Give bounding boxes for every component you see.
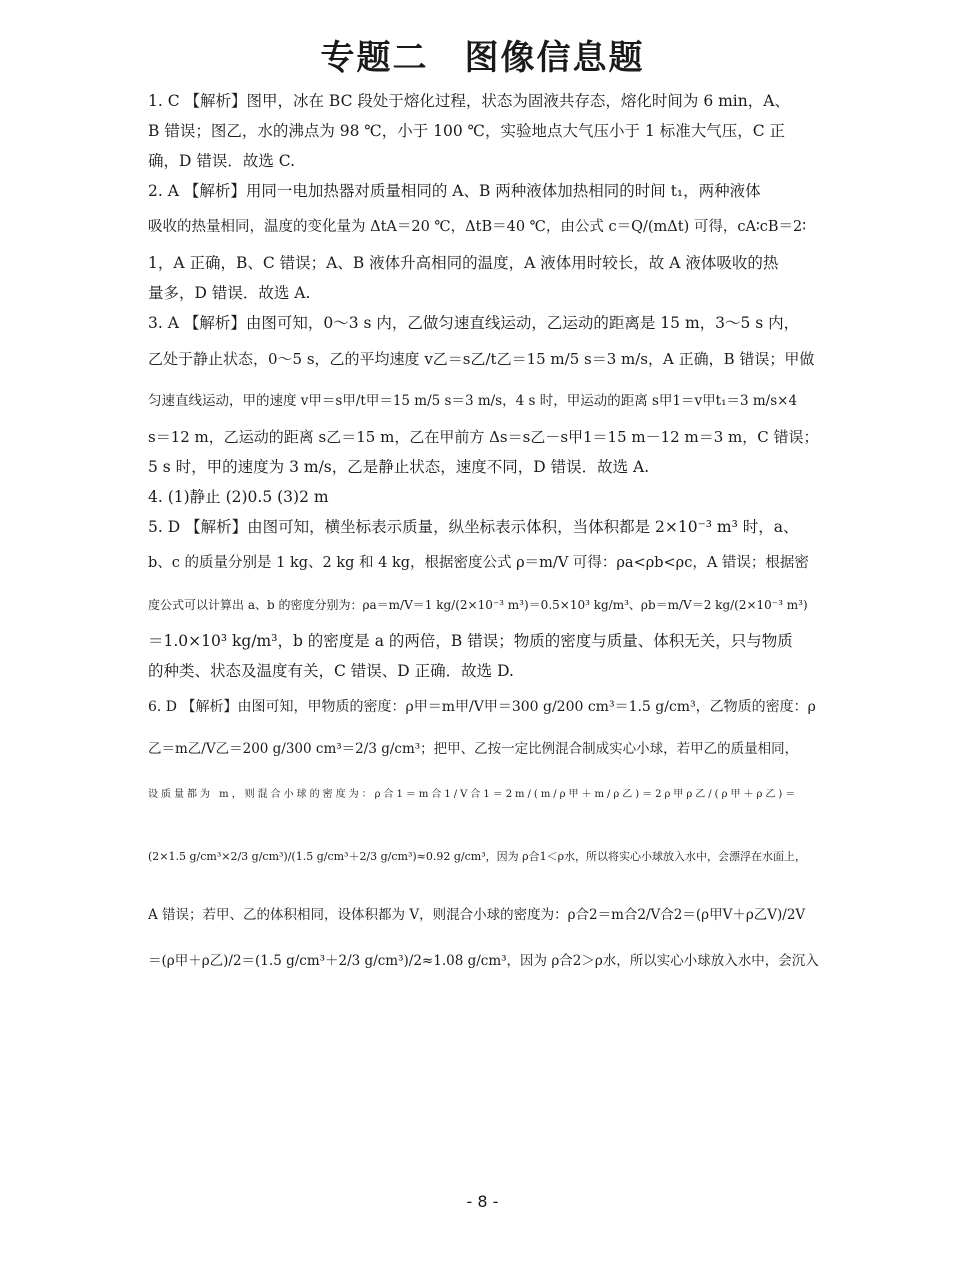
title-sub: 图像信息题 xyxy=(464,38,645,78)
text-line: 3. A 【解析】由图可知，0～3 s 内，乙做匀速直线运动，乙运动的距离是 15 m，3～5 s 内， xyxy=(148,314,800,332)
title-main: 专题二 xyxy=(320,38,429,78)
text-line: 匀速直线运动，甲的速度 v甲＝s甲/t甲＝15 m/5 s＝3 m/s，4 s 时，甲运动的距离 s甲1＝v甲t₁＝3 m/s×4 xyxy=(148,393,798,409)
text-line: 吸收的热量相同，温度的变化量为 ΔtA＝20 ℃，ΔtB＝40 ℃，由公式 c＝Q/(mΔt) 可得，cA∶cB＝2∶ xyxy=(148,219,807,235)
text-line: 乙处于静止状态，0～5 s，乙的平均速度 v乙＝s乙/t乙＝15 m/5 s＝3 m/s，A 正确，B 错误；甲做 xyxy=(148,350,815,368)
text-line: 5 s 时，甲的速度为 3 m/s，乙是静止状态，速度不同，D 错误．故选 A. xyxy=(148,458,650,476)
text-line: (2×1.5 g/cm³×2/3 g/cm³)/(1.5 g/cm³＋2/3 g/cm³)≈0.92 g/cm³，因为 ρ合1＜ρ水，所以将实心小球放入水中，会漂浮在水面上， xyxy=(148,850,807,863)
text-line: 量多，D 错误．故选 A. xyxy=(148,284,311,302)
text-line: 6. D 【解析】由图可知，甲物质的密度：ρ甲＝m甲/V甲＝300 g/200 cm³＝1.5 g/cm³，乙物质的密度：ρ xyxy=(148,699,816,715)
text-line: 5. D 【解析】由图可知，横坐标表示质量，纵坐标表示体积，当体积都是 2×10⁻³ m³ 时，a、 xyxy=(148,518,799,536)
text-line: 确，D 错误．故选 C. xyxy=(148,152,296,170)
text-line: 2. A 【解析】用同一电加热器对质量相同的 A、B 两种液体加热相同的时间 t₁，两种液体 xyxy=(148,182,761,200)
page-number: - 8 - xyxy=(466,1192,499,1211)
text-line: b、c 的质量分别是 1 kg、2 kg 和 4 kg，根据密度公式 ρ＝m/V 可得：ρa<ρb<ρc，A 错误；根据密 xyxy=(148,555,809,571)
text-line: 的种类、状态及温度有关，C 错误、D 正确．故选 D. xyxy=(148,662,514,680)
text-line: ＝1.0×10³ kg/m³，b 的密度是 a 的两倍，B 错误；物质的密度与质量、体积无关，只与物质 xyxy=(148,632,793,650)
answer-content xyxy=(148,86,820,986)
text-line: B 错误；图乙，水的沸点为 98 ℃，小于 100 ℃，实验地点大气压小于 1 标准大气压，C 正 xyxy=(148,122,786,140)
text-line: 1. C 【解析】图甲，冰在 BC 段处于熔化过程，状态为固液共存态，熔化时间为 6 min，A、 xyxy=(148,92,790,110)
text-line: A 错误；若甲、乙的体积相同，设体积都为 V，则混合小球的密度为：ρ合2＝m合2/V合2＝(ρ甲V＋ρ乙V)/2V xyxy=(148,907,806,923)
text-line: 乙＝m乙/V乙＝200 g/300 cm³＝2/3 g/cm³；把甲、乙按一定比例混合制成实心小球，若甲乙的质量相同， xyxy=(148,741,799,757)
page-title xyxy=(0,30,965,79)
text-line: ＝(ρ甲＋ρ乙)/2＝(1.5 g/cm³＋2/3 g/cm³)/2≈1.08 g/cm³，因为 ρ合2＞ρ水，所以实心小球放入水中，会沉入 xyxy=(148,953,819,969)
text-line: s＝12 m，乙运动的距离 s乙＝15 m，乙在甲前方 Δs＝s乙－s甲1＝15 m－12 m＝3 m，C 错误； xyxy=(148,428,819,446)
text-line: 1，A 正确，B、C 错误；A、B 液体升高相同的温度，A 液体用时较长，故 A 液体吸收的热 xyxy=(148,254,779,272)
text-line: 设质量都为 m，则混合小球的密度为：ρ合1＝m合1/V合1＝2m/(m/ρ甲＋m/ρ乙)＝2ρ甲ρ乙/(ρ甲＋ρ乙)＝ xyxy=(148,789,799,800)
text-line: 度公式可以计算出 a、b 的密度分别为：ρa＝m/V＝1 kg/(2×10⁻³ m³)＝0.5×10³ kg/m³、ρb＝m/V＝2 kg/(2×10⁻³ m³) xyxy=(148,598,808,612)
text-line: 4. (1)静止 (2)0.5 (3)2 m xyxy=(148,488,329,506)
